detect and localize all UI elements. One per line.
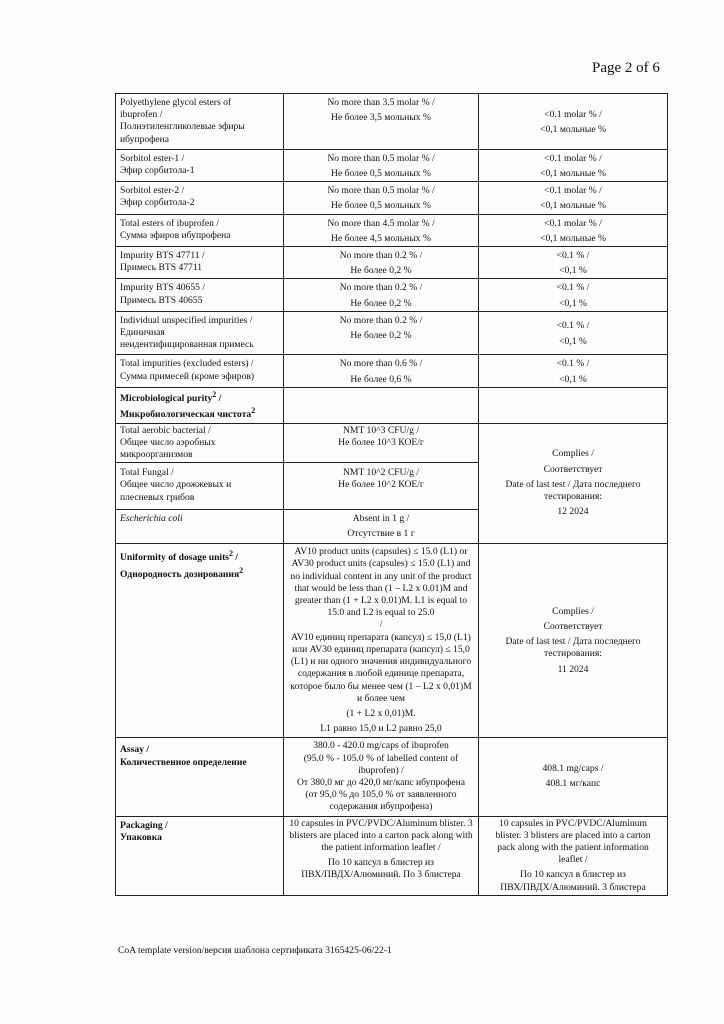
parameter-name: Impurity BTS 47711 / Примесь BTS 47711 bbox=[116, 247, 284, 279]
footer-template-version: CoA template version/версия шаблона сертификата 3165425-06/22-1 bbox=[118, 945, 392, 956]
specification: Absent in 1 g / Отсутствие в 1 г bbox=[284, 509, 479, 543]
result: 10 capsules in PVC/PVDC/Aluminum blister. 3 blisters are placed into a carton pack along with the patient information leaflet / По 10 капсул в блистер из ПВХ/ПВДХ/Алюминий. 3 блистера bbox=[479, 816, 668, 895]
section-title: Microbiological purity$^2$ / Микробиологическая чистота$^2$ bbox=[116, 387, 284, 423]
parameter-name: Total impurities (excluded esters) / Сумма примесей (кроме эфиров) bbox=[116, 355, 284, 387]
parameter-name: Total esters of ibuprofen / Сумма эфиров ибупрофена bbox=[116, 214, 284, 246]
specification: No more than 0.2 % / Не более 0,2 % bbox=[284, 311, 479, 355]
table-row bbox=[116, 94, 668, 150]
specification: No more than 0.6 % / Не более 0,6 % bbox=[284, 355, 479, 387]
result: Complies / Соответствует Date of last test / Дата последнего тестирования: 12 2024 bbox=[479, 423, 668, 544]
specification: 380.0 - 420.0 mg/caps of ibuprofen (95.0 % - 105.0 % of labelled content of ibuprofen) / От 380,0 мг до 420,0 мг/капс ибупрофена (от 95,0 % до 105,0 % от заявленного содержания ибупрофена) bbox=[284, 738, 479, 816]
result: 408.1 mg/caps / 408.1 мг/капс bbox=[479, 738, 668, 816]
table-row bbox=[116, 279, 668, 311]
parameter-name: Total aerobic bacterial / Общее число аэробных микроорганизмов bbox=[116, 423, 284, 463]
specification: No more than 0.2 % / Не более 0,2 % bbox=[284, 247, 479, 279]
table-row bbox=[116, 738, 668, 816]
result: <0.1 molar % / <0,1 мольные % bbox=[479, 182, 668, 214]
section-title: Packaging / Упаковка bbox=[116, 816, 284, 895]
section-title: Assay / Количественное определение bbox=[116, 738, 284, 816]
specification: NMT 10^3 CFU/g / Не более 10^3 КОЕ/г bbox=[284, 423, 479, 463]
page-number: Page 2 of 6 bbox=[592, 60, 660, 76]
result: <0.1 % / <0,1 % bbox=[479, 311, 668, 355]
result: <0.1 % / <0,1 % bbox=[479, 279, 668, 311]
result: <0.1 molar % / <0,1 мольные % bbox=[479, 94, 668, 150]
specification: No more than 0.2 % / Не более 0,2 % bbox=[284, 279, 479, 311]
table-row bbox=[116, 387, 668, 423]
parameter-name: Polyethylene glycol esters of ibuprofen / Полиэтиленгликолевые эфиры ибупрофена bbox=[116, 94, 284, 150]
table-row bbox=[116, 149, 668, 181]
specification: AV10 product units (capsules) ≤ 15.0 (L1) or AV30 product units (capsules) ≤ 15.0 (L1) and no individual content in any unit of the product that would be less than (1 – L2 x 0.01)M and greater than (1 + L2 x 0.01)M. L1 is equal to 15.0 and L2 is equal to 25.0 / AV10 единиц препарата (капсул) ≤ 15,0 (L1) или AV30 единиц препарата (капсул) ≤ 15,0 (L1) и ни одного значения индивидуального содержания в любой единице препарата, которое было бы менее чем (1 – L2 x 0,01)M и более чем (1 + L2 x 0,01)M. L1 равно 15,0 и L2 равно 25,0 bbox=[284, 544, 479, 738]
specification: No more than 0.5 molar % / Не более 0,5 мольных % bbox=[284, 182, 479, 214]
specification: No more than 0.5 molar % / Не более 0,5 мольных % bbox=[284, 149, 479, 181]
parameter-name: Total Fungal / Общее число дрожжевых и плесневых грибов bbox=[116, 463, 284, 510]
specification: No more than 4.5 molar % / Не более 4,5 мольных % bbox=[284, 214, 479, 246]
result: <0.1 molar % / <0,1 мольные % bbox=[479, 214, 668, 246]
result: Complies / Соответствует Date of last test / Дата последнего тестирования: 11 2024 bbox=[479, 544, 668, 738]
parameter-name: Impurity BTS 40655 / Примесь BTS 40655 bbox=[116, 279, 284, 311]
parameter-name: Sorbitol ester-2 / Эфир сорбитола-2 bbox=[116, 182, 284, 214]
parameter-name: Individual unspecified impurities / Единичная неидентифицированная примесь bbox=[116, 311, 284, 355]
table-row bbox=[116, 311, 668, 355]
section-title: Uniformity of dosage units$^2$ / Однородность дозирования$^2$ bbox=[116, 544, 284, 738]
result: <0.1 % / <0,1 % bbox=[479, 355, 668, 387]
result: <0.1 molar % / <0,1 мольные % bbox=[479, 149, 668, 181]
table-row bbox=[116, 355, 668, 387]
table-row bbox=[116, 544, 668, 738]
parameter-name: Escherichia coli bbox=[116, 509, 284, 543]
parameter-name: Sorbitol ester-1 / Эфир сорбитола-1 bbox=[116, 149, 284, 181]
result: <0.1 % / <0,1 % bbox=[479, 247, 668, 279]
table-row bbox=[116, 182, 668, 214]
table-row bbox=[116, 423, 668, 463]
table-row bbox=[116, 247, 668, 279]
specification: No more than 3.5 molar % / Не более 3,5 мольных % bbox=[284, 94, 479, 150]
table-row bbox=[116, 214, 668, 246]
table-row bbox=[116, 816, 668, 895]
test-results-table bbox=[115, 93, 668, 896]
specification: NMT 10^2 CFU/g / Не более 10^2 КОЕ/г bbox=[284, 463, 479, 510]
specification: 10 capsules in PVC/PVDC/Aluminum blister. 3 blisters are placed into a carton pack along with the patient information leaflet / По 10 капсул в блистер из ПВХ/ПВДХ/Алюминий. По 3 блистера bbox=[284, 816, 479, 895]
